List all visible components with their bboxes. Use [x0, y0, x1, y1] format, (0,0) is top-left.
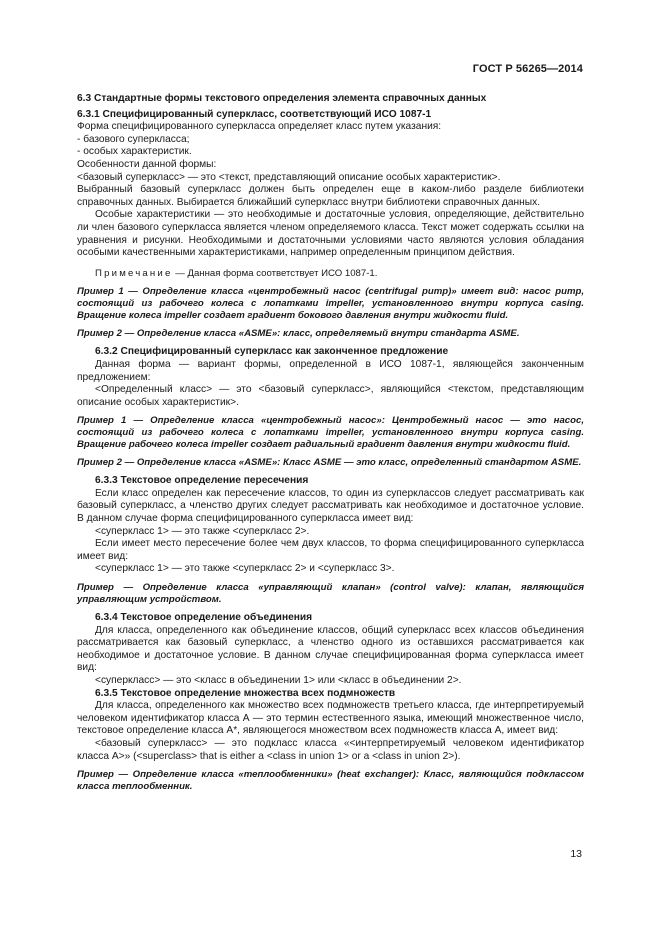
formula-line: <базовый суперкласс> — это <текст, представляющий описание особых характеристик>.: [77, 171, 501, 183]
page-number: 13: [570, 848, 582, 860]
section-6-3-5-heading: 6.3.5 Текстовое определение множества всех подмножеств: [95, 687, 396, 699]
paragraph: Для класса, определенного как множество всех подмножеств третьего класса, где интерпретируемый человеком идентификатор класса А — это термин естественного языка, имеющий множественное число, текстовое определение класса А*, являющегося множеством всех подмножеств класса А, имеет вид:: [77, 700, 584, 737]
list-item: - особых характеристик.: [77, 146, 192, 158]
example: Пример 1 — Определение класса «центробежный насос»: Центробежный насос — это насос, состоящий из рабочего колеса с лопатками impeller, установленного внутри корпуса casing. Вращение рабочего колеса impeller создает радиальный градиент давления внутри жидкости fluid.: [77, 415, 584, 451]
section-6-3-3-heading: 6.3.3 Текстовое определение пересечения: [95, 475, 309, 487]
section-6-3-2-heading: 6.3.2 Специфицированный суперкласс как законченное предложение: [95, 346, 449, 358]
note-label: Примечание: [95, 267, 173, 279]
example: Пример 1 — Определение класса «центробежный насос (centrifugal pump)» имеет вид: насос pump, состоящий из рабочего колеса с лопатками impeller, установленного внутри корпуса casing. Вращение колеса impeller создает градиент бокового давления внутри жидкости fluid.: [77, 286, 584, 322]
note: [77, 268, 584, 281]
note-text: — Данная форма соответствует ИСО 1087-1.: [172, 267, 378, 279]
formula-line: <суперкласс> — это <класс в объединении 1> или <класс в объединении 2>.: [95, 675, 462, 686]
list-item: - базового суперкласса;: [77, 133, 190, 145]
section-6-3-1-heading: 6.3.1 Специфицированный суперкласс, соответствующий ИСО 1087-1: [77, 108, 432, 120]
paragraph: Для класса, определенного как объединение классов, общий суперкласс всех классов объединения рассматривается как базовый суперкласс, а членство одного из оставшихся рассматривается как необходимое и достаточное условие. В данном случае специфицированная форма суперкласса имеет вид:: [77, 624, 584, 674]
document-body: [77, 93, 584, 793]
paragraph: Если класс определен как пересечение классов, то один из суперклассов следует рассматривать как базовый суперкласс, а членство других следует рассматривать как необходимое и достаточное условие. В данном случае форма специфицированного суперкласса имеет вид:: [77, 487, 584, 525]
paragraph: Особенности данной формы:: [77, 158, 217, 170]
paragraph: Если имеет место пересечение более чем двух классов, то форма специфицированного суперкласса имеет вид:: [77, 538, 584, 562]
section-6-3-heading: 6.3 Стандартные формы текстового определения элемента справочных данных: [77, 93, 487, 104]
example: Пример 2 — Определение класса «ASME»: Класс ASME — это класс, определенный стандартом ASME.: [77, 457, 582, 469]
paragraph: Особые характеристики — это необходимые и достаточные условия, определяющие, действительно ли член базового суперкласса является членом определяемого класса. Текст может содержать ссылки на уравнения и рисунки. Необходимыми и достаточными условиями часто являются условия обладания особыми качественными характеристиками, например определенным принципом действия.: [77, 209, 584, 259]
formula-line: <суперкласс 1> — это также <суперкласс 2>.: [95, 525, 310, 537]
example: Пример 2 — Определение класса «ASME»: класс, определяемый внутри стандарта ASME.: [77, 328, 520, 340]
document-code: ГОСТ Р 56265—2014: [472, 63, 583, 75]
example: Пример — Определение класса «управляющий клапан» (control valve): клапан, являющийся управляющим устройством.: [77, 582, 584, 606]
paragraph: Форма специфицированного суперкласса определяет класс путем указания:: [77, 121, 442, 133]
paragraph: Данная форма — вариант формы, определенной в ИСО 1087-1, являющейся законченным предложением:: [77, 358, 584, 383]
paragraph: <Определенный класс> — это <базовый суперкласс>, являющийся <текстом, представляющим описание особых характеристик>.: [77, 384, 584, 408]
paragraph: Выбранный базовый суперкласс должен быть определен еще в каком-либо разделе библиотеки справочных данных. Выбирается ближайший суперкласс внутри библиотеки справочных данных.: [77, 184, 584, 208]
formula-line: <суперкласс 1> — это также <суперкласс 2> и <суперкласс 3>.: [95, 563, 395, 575]
example: Пример — Определение класса «теплообменники» (heat exchanger): Класс, являющийся подклассом класса теплообменник.: [77, 769, 584, 793]
section-6-3-4-heading: 6.3.4 Текстовое определение объединения: [95, 612, 313, 624]
formula-line: <базовый суперкласс> — это подкласс класса «<интерпретируемый человеком идентификатор класса А>» (<superclass> that is either a <class in union 1> or a <class in union 2>).: [77, 737, 584, 762]
